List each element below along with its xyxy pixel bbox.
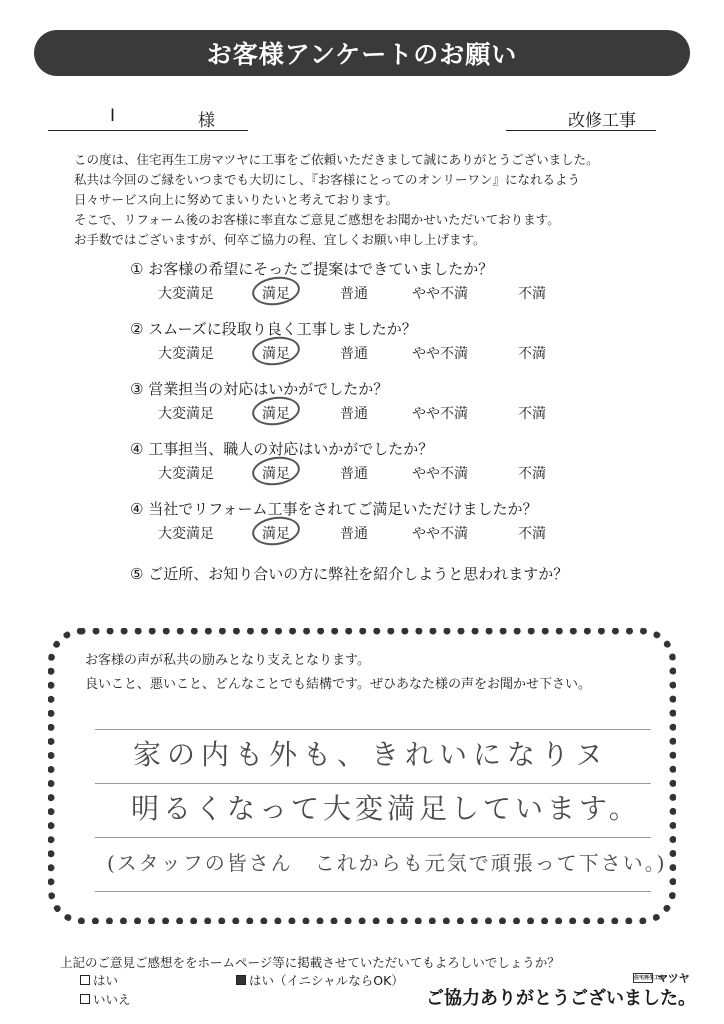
option-very-satisfied[interactable]: 大変満足: [158, 526, 214, 542]
option-dissatisfied[interactable]: 不満: [518, 346, 546, 362]
question-6: [130, 563, 690, 584]
choice-no-label: いいえ: [93, 992, 131, 1007]
option-dissatisfied[interactable]: 不満: [518, 466, 546, 482]
option-satisfied[interactable]: 満足: [262, 286, 290, 302]
intro-line: この度は、住宅再生工房マツヤに工事をご依頼いただきまして誠にありがとうございました。: [74, 152, 599, 167]
voice-lead-line: 良いこと、悪いこと、どんなことでも結構です。ぜひあなた様の声をお聞かせ下さい。: [85, 677, 591, 692]
writing-line: [95, 783, 651, 784]
rating-options: [130, 463, 690, 485]
checkbox-icon[interactable]: [80, 975, 90, 985]
intro-line: そこで、リフォーム後のお客様に率直なご意見ご感想をお聞かせいただいております。: [74, 212, 560, 227]
option-dissatisfied[interactable]: 不満: [518, 286, 546, 302]
logo-mark-icon: 住宅再生工房: [634, 975, 665, 981]
option-very-satisfied[interactable]: 大変満足: [158, 406, 214, 422]
consent-question: 上記のご意見ご感想ををホームページ等に掲載させていただいてもよろしいでしょうか？: [60, 955, 560, 970]
checkbox-icon[interactable]: [80, 994, 90, 1004]
handwritten-comment: (スタッフの皆さん これからも元気で頑張って下さい。): [107, 851, 667, 875]
choice-yes-label: はい: [93, 973, 119, 988]
rating-options: [130, 523, 690, 545]
option-neutral[interactable]: 普通: [340, 346, 368, 362]
checked-box-icon[interactable]: [236, 975, 246, 985]
option-satisfied[interactable]: 満足: [262, 526, 290, 542]
question-text: ① お客様の希望にそったご提案はできていましたか？: [130, 260, 494, 278]
handwritten-comment: 家の内も外も、きれいになりヌ: [133, 738, 610, 771]
option-satisfied[interactable]: 満足: [262, 466, 290, 482]
question-text: ④ 工事担当、職人の対応はいかがでしたか？: [130, 440, 434, 458]
choice-initials-label: はい（イニシャルならOK）: [249, 973, 404, 988]
option-neutral[interactable]: 普通: [340, 526, 368, 542]
option-neutral[interactable]: 普通: [340, 406, 368, 422]
option-satisfied[interactable]: 満足: [262, 406, 290, 422]
question-2: [130, 318, 690, 365]
option-very-satisfied[interactable]: 大変満足: [158, 466, 214, 482]
voice-lead-line: お客様の声が私共の励みとなり支えとなります。: [85, 653, 370, 668]
question-text: ② スムーズに段取り良く工事しましたか？: [130, 320, 417, 338]
option-neutral[interactable]: 普通: [340, 286, 368, 302]
choice-yes[interactable]: [80, 971, 118, 989]
question-5: [130, 498, 690, 545]
option-somewhat-dissatisfied[interactable]: やや不満: [412, 466, 468, 482]
customer-name: I: [110, 106, 116, 126]
question-3: [130, 378, 690, 425]
handwritten-comment: 明るくなって大変満足しています。: [131, 792, 641, 825]
question-text: ③ 営業担当の対応はいかがでしたか？: [130, 380, 389, 398]
question-1: [130, 258, 690, 305]
intro-line: お手数ではございますが、何卒ご協力の程、宜しくお願い申し上げます。: [74, 232, 486, 247]
rating-options: [130, 343, 690, 365]
writing-line: [95, 891, 651, 892]
writing-line: [95, 837, 651, 838]
option-very-satisfied[interactable]: 大変満足: [158, 286, 214, 302]
writing-line: [95, 729, 651, 730]
option-dissatisfied[interactable]: 不満: [518, 526, 546, 542]
option-somewhat-dissatisfied[interactable]: やや不満: [412, 346, 468, 362]
option-very-satisfied[interactable]: 大変満足: [158, 346, 214, 362]
thank-you-message: ご協力ありがとうございました。: [426, 988, 696, 1009]
choice-no[interactable]: [80, 990, 131, 1008]
customer-honorific: 様: [198, 111, 215, 131]
option-somewhat-dissatisfied[interactable]: やや不満: [412, 526, 468, 542]
option-dissatisfied[interactable]: 不満: [518, 406, 546, 422]
intro-line: 日々サービス向上に努めてまいりたいと考えております。: [74, 192, 399, 207]
option-somewhat-dissatisfied[interactable]: やや不満: [412, 406, 468, 422]
customer-name-field: [48, 104, 248, 131]
intro-paragraph: [74, 150, 684, 250]
customer-voice-box: [48, 628, 676, 924]
project-type-field: [506, 104, 656, 131]
option-satisfied[interactable]: 満足: [262, 346, 290, 362]
rating-options: [130, 283, 690, 305]
intro-line: 私共は今回のご縁をいつまでも大切にし、『お客様にとってのオンリーワン』になれるよう: [74, 172, 581, 187]
company-name: マツヤ: [657, 972, 690, 985]
rating-options: [130, 403, 690, 425]
question-text: ④ 当社でリフォーム工事をされてご満足いただけましたか？: [130, 500, 538, 518]
choice-initials-ok[interactable]: [236, 971, 404, 989]
survey-title-banner: [34, 30, 690, 76]
project-type: 改修工事: [568, 111, 636, 131]
option-neutral[interactable]: 普通: [340, 466, 368, 482]
question-4: [130, 438, 690, 485]
option-somewhat-dissatisfied[interactable]: やや不満: [412, 286, 468, 302]
survey-title: お客様アンケートのお願い: [206, 40, 518, 69]
question-text: ⑤ ご近所、お知り合いの方に弊社を紹介しようと思われますか？: [130, 565, 569, 583]
